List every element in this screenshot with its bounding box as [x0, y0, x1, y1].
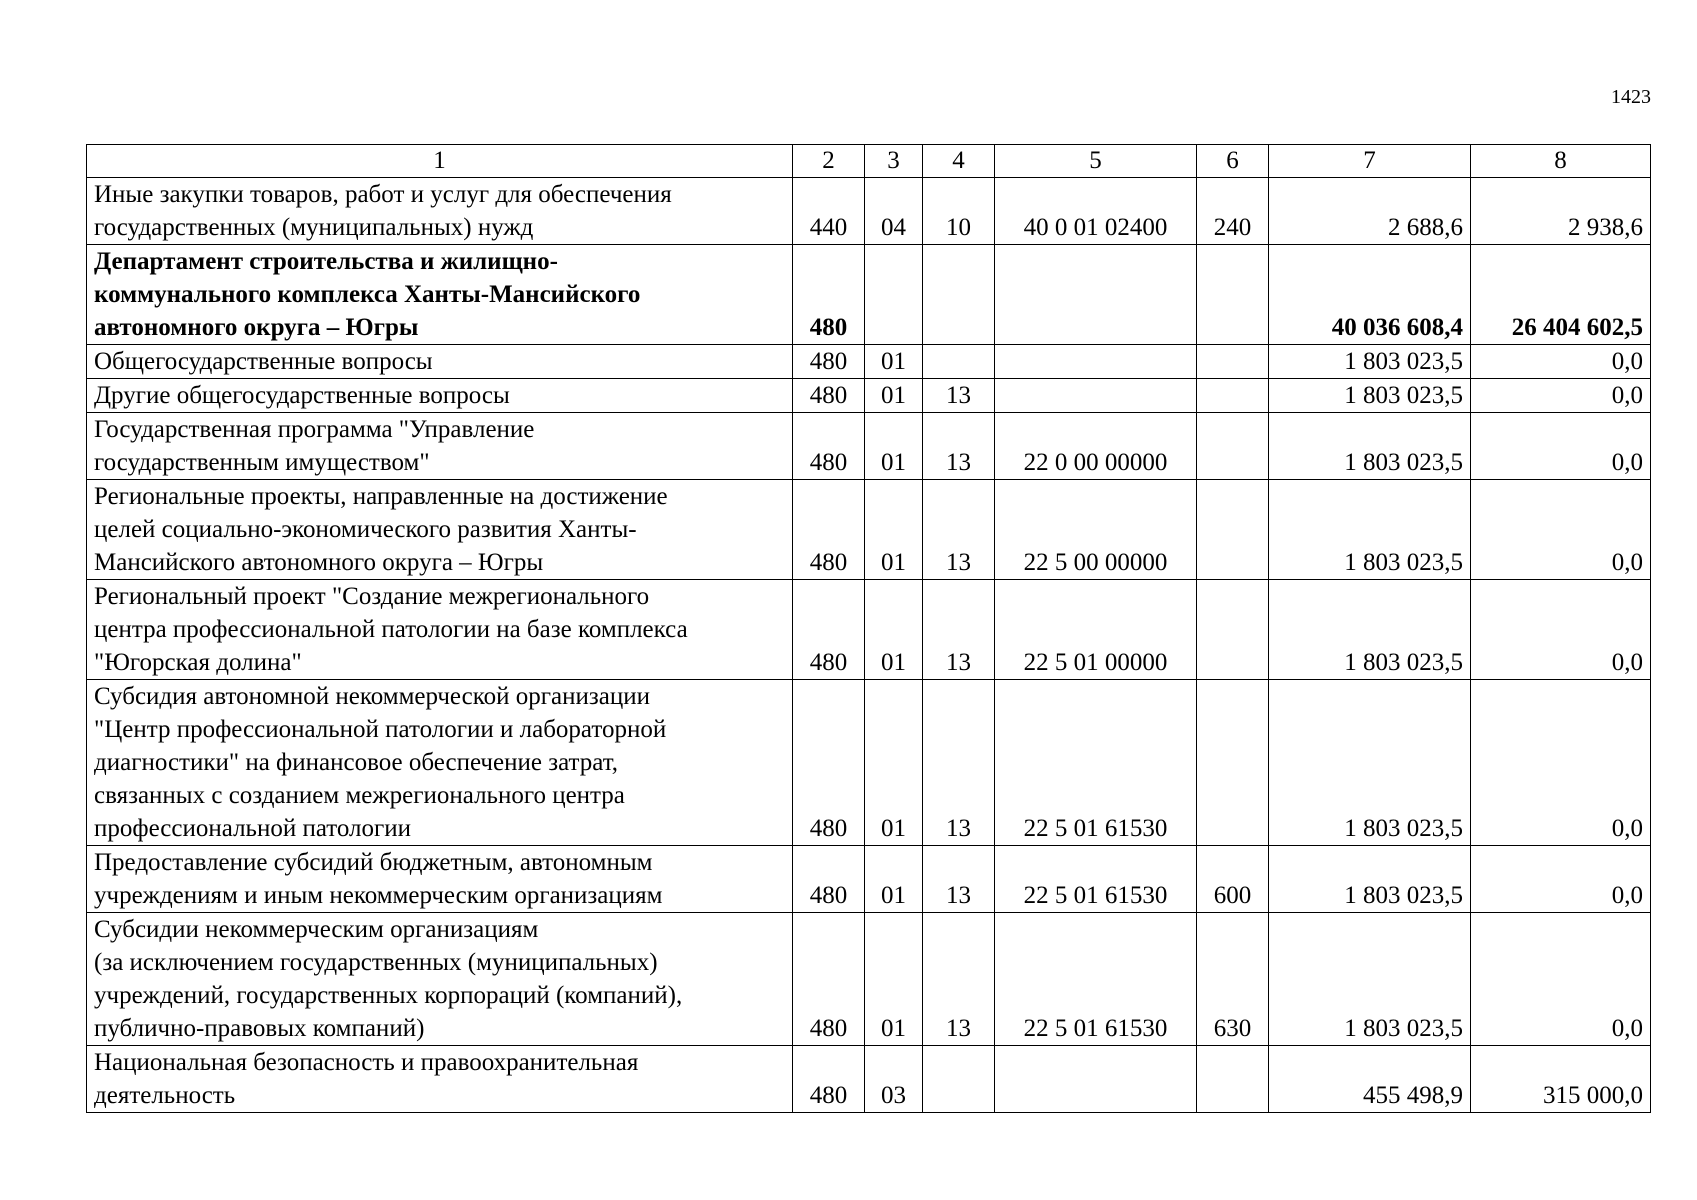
item-name-cell: Субсидия автономной некоммерческой организации "Центр профессиональной патологии и лабораторной диагностики" на финансовое обеспечение затрат, связанных с созданием межрегионального центра профессиональной патологии [87, 680, 793, 846]
section-code-cell: 01 [865, 413, 923, 480]
section-code-cell: 03 [865, 1046, 923, 1113]
column-number: 4 [923, 145, 995, 178]
amount-col8-cell: 0,0 [1471, 480, 1651, 580]
column-number: 6 [1197, 145, 1269, 178]
amount-col7-cell: 1 803 023,5 [1269, 913, 1471, 1046]
table-row [87, 345, 1651, 379]
amount-col7-cell: 1 803 023,5 [1269, 379, 1471, 413]
ministry-code-cell: 480 [793, 379, 865, 413]
expense-type-cell [1197, 480, 1269, 580]
target-article-cell: 40 0 01 02400 [995, 178, 1197, 245]
expense-type-cell [1197, 379, 1269, 413]
section-code-cell: 01 [865, 913, 923, 1046]
amount-col8-cell: 0,0 [1471, 345, 1651, 379]
target-article-cell: 22 0 00 00000 [995, 413, 1197, 480]
subsection-code-cell [923, 345, 995, 379]
amount-col8-cell: 26 404 602,5 [1471, 245, 1651, 345]
ministry-code-cell: 480 [793, 846, 865, 913]
column-number: 2 [793, 145, 865, 178]
table-row [87, 913, 1651, 1046]
expense-type-cell [1197, 345, 1269, 379]
subsection-code-cell [923, 245, 995, 345]
target-article-cell: 22 5 01 61530 [995, 846, 1197, 913]
expense-type-cell [1197, 680, 1269, 846]
subsection-code-cell [923, 1046, 995, 1113]
item-name-cell: Национальная безопасность и правоохранительная деятельность [87, 1046, 793, 1113]
amount-col7-cell: 1 803 023,5 [1269, 345, 1471, 379]
target-article-cell [995, 345, 1197, 379]
column-number: 3 [865, 145, 923, 178]
table-row [87, 245, 1651, 345]
expense-type-cell: 600 [1197, 846, 1269, 913]
target-article-cell: 22 5 01 61530 [995, 680, 1197, 846]
expense-type-cell [1197, 580, 1269, 680]
ministry-code-cell: 480 [793, 680, 865, 846]
ministry-code-cell: 480 [793, 1046, 865, 1113]
section-code-cell: 01 [865, 680, 923, 846]
expense-type-cell [1197, 413, 1269, 480]
amount-col7-cell: 1 803 023,5 [1269, 480, 1471, 580]
item-name-cell: Региональные проекты, направленные на достижение целей социально-экономического развития Ханты- Мансийского автономного округа – Югры [87, 480, 793, 580]
amount-col8-cell: 2 938,6 [1471, 178, 1651, 245]
subsection-code-cell: 13 [923, 379, 995, 413]
subsection-code-cell: 10 [923, 178, 995, 245]
ministry-code-cell: 480 [793, 345, 865, 379]
section-code-cell: 01 [865, 580, 923, 680]
page-number: 1423 [1611, 86, 1651, 108]
ministry-code-cell: 480 [793, 480, 865, 580]
amount-col7-cell: 1 803 023,5 [1269, 413, 1471, 480]
column-number-row [87, 145, 1651, 178]
column-number: 5 [995, 145, 1197, 178]
section-code-cell: 01 [865, 480, 923, 580]
item-name-cell: Общегосударственные вопросы [87, 345, 793, 379]
target-article-cell: 22 5 00 00000 [995, 480, 1197, 580]
expense-type-cell: 240 [1197, 178, 1269, 245]
subsection-code-cell: 13 [923, 846, 995, 913]
amount-col7-cell: 40 036 608,4 [1269, 245, 1471, 345]
target-article-cell [995, 245, 1197, 345]
item-name-cell: Предоставление субсидий бюджетным, автономным учреждениям и иным некоммерческим организациям [87, 846, 793, 913]
subsection-code-cell: 13 [923, 413, 995, 480]
amount-col7-cell: 2 688,6 [1269, 178, 1471, 245]
amount-col8-cell: 0,0 [1471, 846, 1651, 913]
item-name-cell: Региональный проект "Создание межрегионального центра профессиональной патологии на базе комплекса "Югорская долина" [87, 580, 793, 680]
expense-type-cell [1197, 245, 1269, 345]
amount-col7-cell: 1 803 023,5 [1269, 580, 1471, 680]
section-code-cell: 01 [865, 379, 923, 413]
subsection-code-cell: 13 [923, 680, 995, 846]
amount-col7-cell: 1 803 023,5 [1269, 846, 1471, 913]
budget-table [86, 144, 1651, 1113]
target-article-cell: 22 5 01 00000 [995, 580, 1197, 680]
item-name-cell: Государственная программа "Управление государственным имуществом" [87, 413, 793, 480]
column-number: 8 [1471, 145, 1651, 178]
item-name-cell: Другие общегосударственные вопросы [87, 379, 793, 413]
table-row [87, 680, 1651, 846]
ministry-code-cell: 480 [793, 413, 865, 480]
table-row [87, 480, 1651, 580]
table-row [87, 580, 1651, 680]
section-code-cell: 04 [865, 178, 923, 245]
amount-col8-cell: 0,0 [1471, 580, 1651, 680]
subsection-code-cell: 13 [923, 480, 995, 580]
section-code-cell: 01 [865, 345, 923, 379]
amount-col8-cell: 315 000,0 [1471, 1046, 1651, 1113]
section-code-cell [865, 245, 923, 345]
item-name-cell: Департамент строительства и жилищно- коммунального комплекса Ханты-Мансийского автономного округа – Югры [87, 245, 793, 345]
target-article-cell [995, 379, 1197, 413]
ministry-code-cell: 440 [793, 178, 865, 245]
ministry-code-cell: 480 [793, 913, 865, 1046]
amount-col8-cell: 0,0 [1471, 413, 1651, 480]
ministry-code-cell: 480 [793, 580, 865, 680]
target-article-cell [995, 1046, 1197, 1113]
item-name-cell: Иные закупки товаров, работ и услуг для обеспечения государственных (муниципальных) нужд [87, 178, 793, 245]
amount-col7-cell: 455 498,9 [1269, 1046, 1471, 1113]
table-row [87, 379, 1651, 413]
item-name-cell: Субсидии некоммерческим организациям (за исключением государственных (муниципальных) учреждений, государственных корпораций (компаний), публично-правовых компаний) [87, 913, 793, 1046]
column-number: 7 [1269, 145, 1471, 178]
table-row [87, 178, 1651, 245]
table-row [87, 846, 1651, 913]
expense-type-cell: 630 [1197, 913, 1269, 1046]
amount-col8-cell: 0,0 [1471, 379, 1651, 413]
column-number: 1 [87, 145, 793, 178]
amount-col8-cell: 0,0 [1471, 913, 1651, 1046]
subsection-code-cell: 13 [923, 913, 995, 1046]
subsection-code-cell: 13 [923, 580, 995, 680]
target-article-cell: 22 5 01 61530 [995, 913, 1197, 1046]
amount-col8-cell: 0,0 [1471, 680, 1651, 846]
ministry-code-cell: 480 [793, 245, 865, 345]
table-row [87, 1046, 1651, 1113]
table-row [87, 413, 1651, 480]
amount-col7-cell: 1 803 023,5 [1269, 680, 1471, 846]
section-code-cell: 01 [865, 846, 923, 913]
expense-type-cell [1197, 1046, 1269, 1113]
